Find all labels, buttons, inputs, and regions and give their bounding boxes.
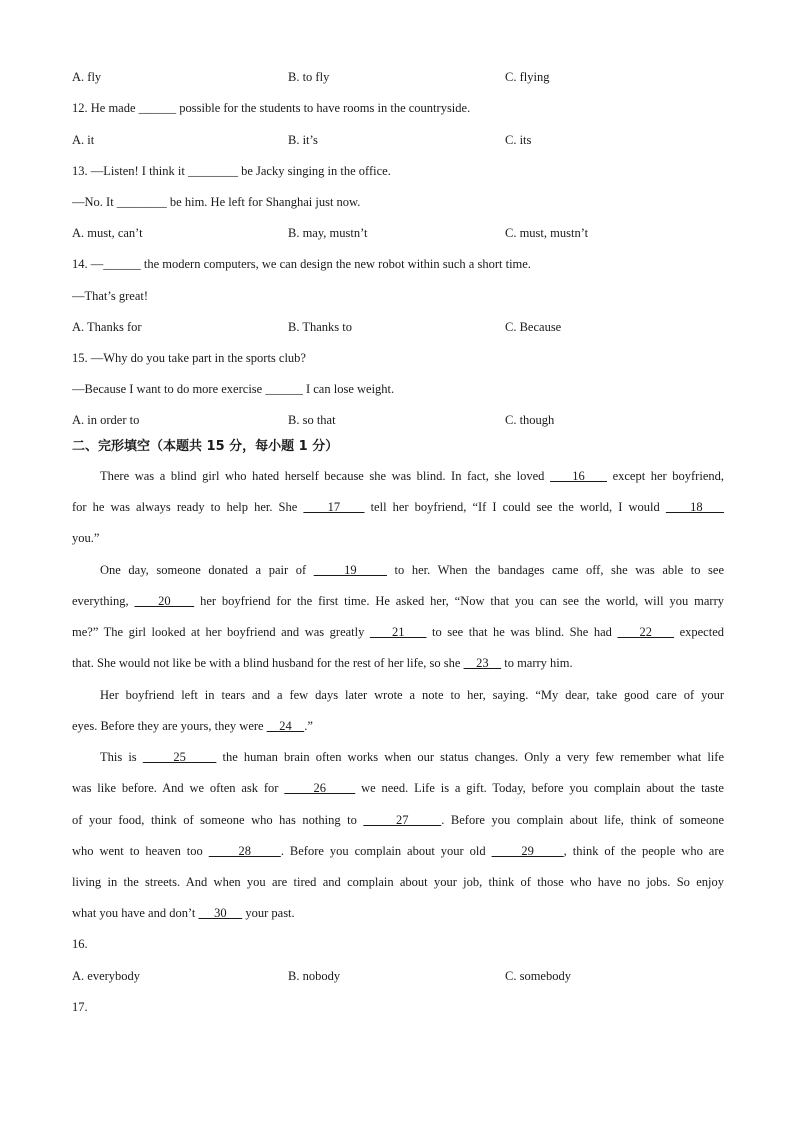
passage-text: eyes. Before they are yours, they were [72,719,267,733]
q16-number: 16. [72,937,88,951]
q15-stem-line2: —Because I want to do more exercise ______ I can lose weight. [72,382,395,396]
passage-text: .” [304,719,313,733]
cloze-blank-23: 23 [463,656,502,670]
q15-option-c: C. though [505,413,555,427]
passage-p1-line-3 [72,530,724,546]
passage-p3-line-2 [72,718,724,734]
passage-text: There was a blind girl who hated herself because she was blind. In fact, she loved [100,469,550,483]
passage-text: , think of the people who are [563,844,725,858]
cloze-blank-28: 28 [208,844,281,858]
cloze-blank-24: 24 [266,719,305,733]
cloze-blank-19: 19 [313,563,387,577]
passage-p4-line-6 [72,905,724,921]
passage-text: . Before you complain about your old [280,844,492,858]
q12-option-b: B. it’s [288,133,318,147]
passage-p1-line-1 [100,468,724,484]
cloze-blank-30: 30 [198,906,243,920]
passage-text: for he was always ready to help her. She [72,500,304,514]
passage-text: we need. Life is a gift. Today, before you complain about the taste [355,781,724,795]
passage-text: to marry him. [501,656,573,670]
cloze-blank-16: 16 [549,469,607,483]
passage-text: who went to heaven too [72,844,209,858]
cloze-blank-21: 21 [369,625,427,639]
passage-text: living in the streets. And when you are tired and complain about your job, think of those who have no jobs. So enjoy [72,875,724,889]
passage-text: what you have and don’t [72,906,199,920]
passage-p2-line-1 [100,562,724,578]
q16-option-b: B. nobody [288,969,341,983]
cloze-blank-17: 17 [303,500,365,514]
q13-stem-line1: 13. —Listen! I think it ________ be Jacky singing in the office. [72,164,391,178]
passage-p2-line-2 [72,593,724,609]
q14-stem-line2: —That’s great! [72,289,149,303]
section-heading-cloze: 二、完形填空（本题共 15 分，每小题 1 分） [72,439,339,454]
q14-option-b: B. Thanks to [288,320,353,334]
passage-text: me?” The girl looked at her boyfriend and was greatly [72,625,370,639]
q16-option-c: C. somebody [505,969,571,983]
passage-p3-line-1 [100,687,724,703]
passage-text: her boyfriend for the first time. He asked her, “Now that you can see the world, will you marry [194,594,724,608]
passage-text: was like before. And we often ask for [72,781,285,795]
q13-option-c: C. must, mustn’t [505,226,589,240]
q15-option-a: A. in order to [72,413,140,427]
passage-text: the human brain often works when our status changes. Only a very few remember what life [216,750,724,764]
passage-text: except her boyfriend, [607,469,724,483]
q14-option-c: C. Because [505,320,562,334]
passage-text: . Before you complain about life, think of someone [441,813,725,827]
q11-option-a: A. fly [72,70,102,84]
q11-option-b: B. to fly [288,70,330,84]
cloze-blank-22: 22 [617,625,675,639]
cloze-blank-29: 29 [491,844,564,858]
q16-option-a: A. everybody [72,969,141,983]
cloze-blank-18: 18 [665,500,724,514]
q12-stem: 12. He made ______ possible for the students to have rooms in the countryside. [72,101,471,115]
passage-p4-line-1 [100,749,724,765]
q11-option-c: C. flying [505,70,550,84]
passage-p4-line-4 [72,843,724,859]
passage-text: expected [674,625,724,639]
passage-p2-line-4 [72,655,724,671]
cloze-blank-25: 25 [142,750,217,764]
q12-option-c: C. its [505,133,532,147]
passage-text: to her. When the bandages came off, she was able to see [386,563,725,577]
q15-stem-line1: 15. —Why do you take part in the sports club? [72,351,306,365]
passage-text: your past. [242,906,295,920]
cloze-blank-27: 27 [363,813,442,827]
cloze-blank-26: 26 [284,781,356,795]
q17-number: 17. [72,1000,88,1014]
passage-text: to see that he was blind. She had [426,625,618,639]
q14-stem-line1: 14. —______ the modern computers, we can design the new robot within such a short time. [72,257,531,271]
q14-option-a: A. Thanks for [72,320,142,334]
passage-text: tell her boyfriend, “If I could see the world, I would [364,500,666,514]
passage-text: you.” [72,531,100,545]
passage-text: One day, someone donated a pair of [100,563,314,577]
passage-p1-line-2 [72,499,724,515]
passage-text: everything, [72,594,135,608]
passage-p4-line-2 [72,780,724,796]
cloze-blank-20: 20 [134,594,195,608]
passage-p2-line-3 [72,624,724,640]
passage-text: that. She would not like be with a blind husband for the rest of her life, so she [72,656,464,670]
q15-option-b: B. so that [288,413,336,427]
q13-option-b: B. may, mustn’t [288,226,368,240]
q13-option-a: A. must, can’t [72,226,143,240]
passage-text: of your food, think of someone who has nothing to [72,813,364,827]
passage-p4-line-5 [72,874,724,890]
passage-text: This is [100,750,143,764]
passage-p4-line-3 [72,812,724,828]
passage-text: Her boyfriend left in tears and a few days later wrote a note to her, saying. “My dear, take good care of your [100,688,724,702]
q13-stem-line2: —No. It ________ be him. He left for Shanghai just now. [72,195,361,209]
q12-option-a: A. it [72,133,95,147]
